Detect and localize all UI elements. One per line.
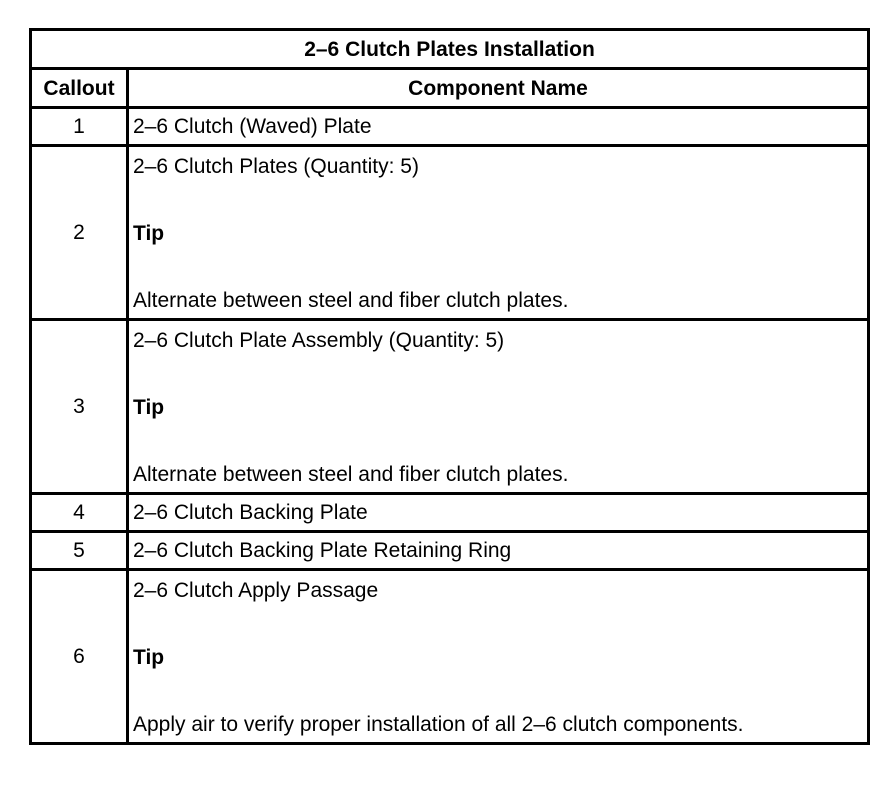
component-name: 2–6 Clutch (Waved) Plate — [128, 108, 869, 146]
table-row — [31, 146, 869, 320]
callout-number: 5 — [31, 532, 128, 570]
callout-number: 3 — [31, 320, 128, 494]
table-row — [31, 570, 869, 744]
component-tip-block — [133, 574, 867, 739]
tip-text: Alternate between steel and fiber clutch plates. — [133, 463, 569, 486]
header-row — [31, 69, 869, 108]
table-title: 2–6 Clutch Plates Installation — [31, 30, 869, 69]
component-tip-block — [133, 150, 867, 315]
table-row — [31, 320, 869, 494]
tip-text: Alternate between steel and fiber clutch plates. — [133, 289, 569, 312]
component-cell — [128, 146, 869, 320]
component-name: 2–6 Clutch Apply Passage — [133, 579, 379, 602]
component-cell — [128, 570, 869, 744]
table-row — [31, 532, 869, 570]
components-table — [29, 28, 870, 745]
callout-number: 2 — [31, 146, 128, 320]
tip-label: Tip — [133, 396, 165, 419]
component-name: 2–6 Clutch Backing Plate Retaining Ring — [128, 532, 869, 570]
tip-text: Apply air to verify proper installation of all 2–6 clutch components. — [133, 713, 744, 736]
title-row — [31, 30, 869, 69]
tip-label: Tip — [133, 646, 165, 669]
callout-header: Callout — [31, 69, 128, 108]
component-name: 2–6 Clutch Plate Assembly (Quantity: 5) — [133, 329, 505, 352]
callout-number: 4 — [31, 494, 128, 532]
component-name-header: Component Name — [128, 69, 869, 108]
component-name: 2–6 Clutch Backing Plate — [128, 494, 869, 532]
component-name: 2–6 Clutch Plates (Quantity: 5) — [133, 155, 419, 178]
callout-number: 1 — [31, 108, 128, 146]
table-row — [31, 108, 869, 146]
component-cell — [128, 320, 869, 494]
table-row — [31, 494, 869, 532]
tip-label: Tip — [133, 222, 165, 245]
component-tip-block — [133, 324, 867, 489]
callout-number: 6 — [31, 570, 128, 744]
